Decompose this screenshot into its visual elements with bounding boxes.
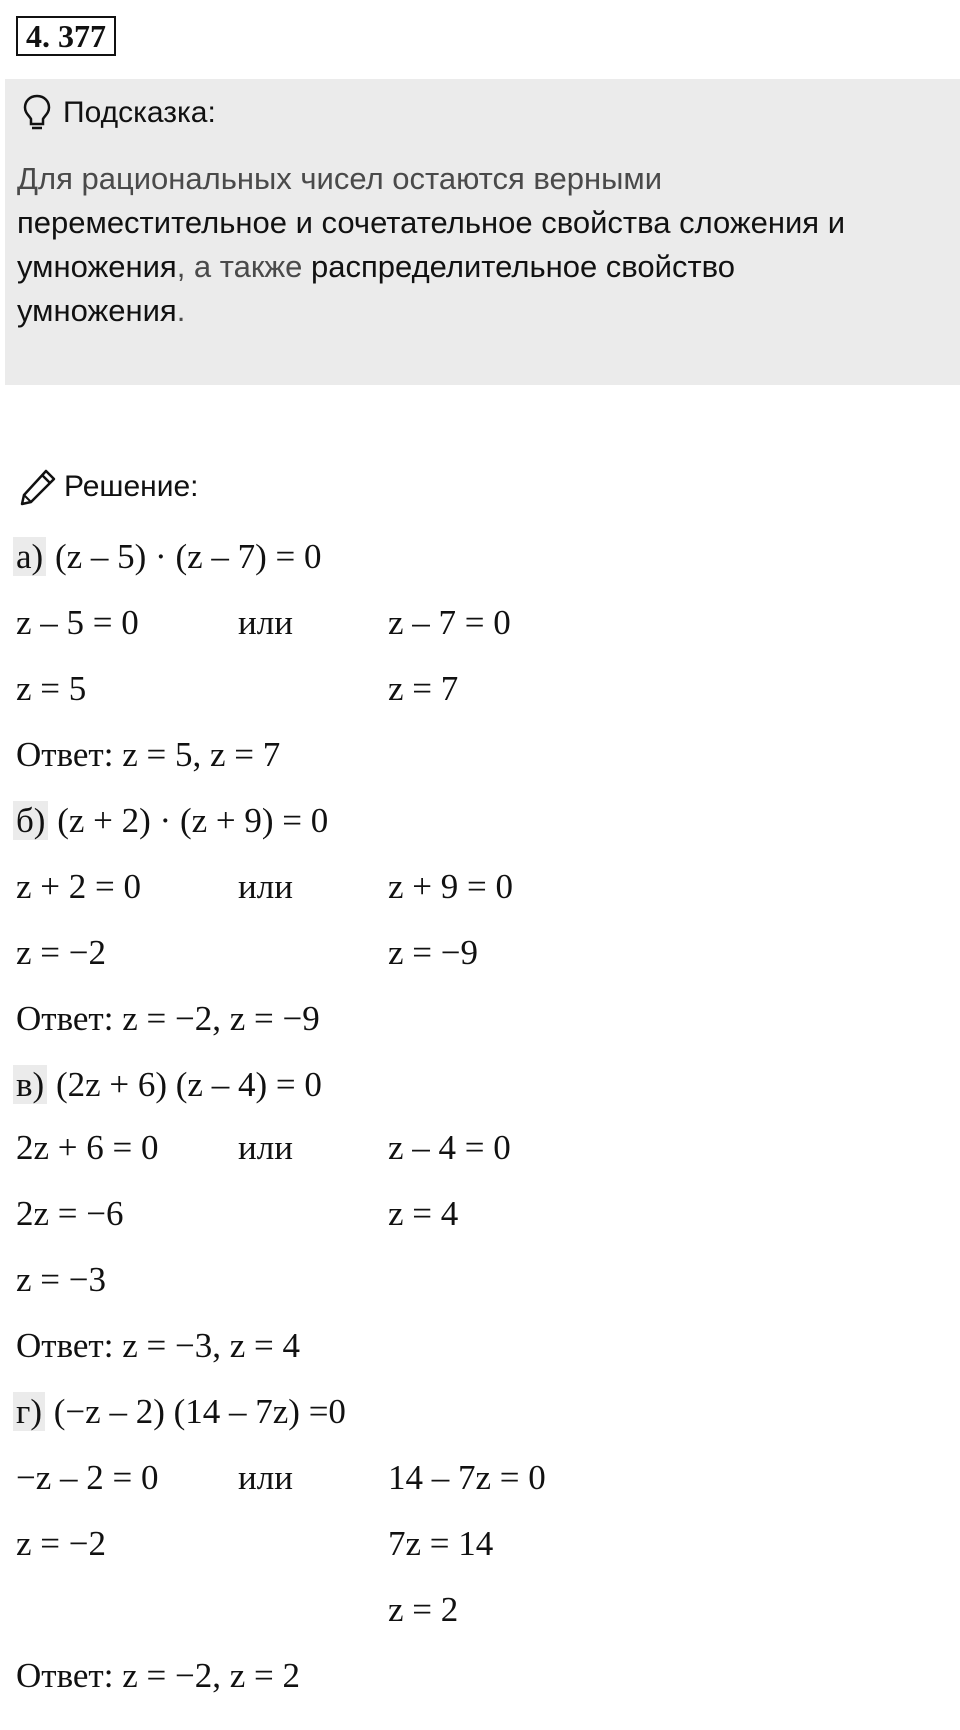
- part-b-factor-1: z + 2 = 0: [16, 867, 142, 906]
- part-c-equation-text: (2z + 6) (z – 4) = 0: [55, 1065, 322, 1104]
- part-b-equation: [16, 799, 328, 843]
- hint-title: Подсказка:: [63, 96, 216, 129]
- part-b-answer: Ответ: z = −2, z = −9: [16, 999, 320, 1038]
- part-a-or: или: [238, 603, 293, 642]
- hint-line-3: [17, 245, 947, 289]
- part-c-answer: Ответ: z = −3, z = 4: [16, 1326, 300, 1365]
- part-a-answer: Ответ: z = 5, z = 7: [16, 735, 281, 774]
- part-d-or: или: [238, 1458, 293, 1497]
- hint-term-multiplication: умножения: [17, 249, 177, 284]
- hint-box: [5, 79, 960, 385]
- part-d-factor-1: −z – 2 = 0: [16, 1458, 159, 1497]
- part-c-root-2: z = 4: [388, 1194, 459, 1233]
- part-d-equation: [16, 1390, 346, 1434]
- hint-line-1: Для рациональных чисел остаются верными: [17, 161, 663, 196]
- part-d-equation-text: (−z – 2) (14 – 7z) =0: [53, 1392, 346, 1431]
- part-b-equation-text: (z + 2) · (z + 9) = 0: [57, 801, 329, 840]
- part-d-label: г): [13, 1392, 45, 1431]
- part-c-label: в): [13, 1065, 47, 1104]
- part-c-equation: [16, 1063, 322, 1107]
- part-d-step-2: 7z = 14: [388, 1524, 494, 1563]
- part-a-equation-text: (z – 5) · (z – 7) = 0: [54, 537, 322, 576]
- part-b-label: б): [13, 801, 48, 840]
- solution-title: Решение:: [64, 470, 199, 503]
- pencil-icon: [18, 467, 58, 507]
- hint-line-4: [17, 289, 947, 333]
- lightbulb-icon: [23, 94, 51, 132]
- part-a-factor-1: z – 5 = 0: [16, 603, 139, 642]
- hint-term-distributive: распределительное свойство: [311, 249, 736, 284]
- part-b-root-2: z = −9: [388, 933, 479, 972]
- part-a-equation: [16, 535, 322, 579]
- part-c-root-1: z = −3: [16, 1260, 107, 1299]
- part-b-or: или: [238, 867, 293, 906]
- hint-line-2: переместительное и сочетательное свойства сложения и: [17, 205, 846, 240]
- part-c-factor-2: z – 4 = 0: [388, 1128, 511, 1167]
- part-a-label: а): [13, 537, 46, 576]
- part-c-step-1: 2z = −6: [16, 1194, 124, 1233]
- part-c-factor-1: 2z + 6 = 0: [16, 1128, 159, 1167]
- hint-term-multiplication-2: умножения: [17, 293, 177, 328]
- part-b-factor-2: z + 9 = 0: [388, 867, 514, 906]
- hint-connector: , а также: [176, 249, 312, 284]
- part-d-answer: Ответ: z = −2, z = 2: [16, 1656, 300, 1695]
- hint-period: .: [176, 293, 186, 328]
- problem-number: 4. 377: [16, 16, 116, 56]
- part-d-factor-2: 14 – 7z = 0: [388, 1458, 546, 1497]
- hint-text: [17, 157, 947, 333]
- part-c-or: или: [238, 1128, 293, 1167]
- solution-header: [18, 465, 198, 509]
- hint-header: [23, 93, 216, 133]
- part-a-root-1: z = 5: [16, 669, 87, 708]
- part-a-factor-2: z – 7 = 0: [388, 603, 511, 642]
- part-b-root-1: z = −2: [16, 933, 107, 972]
- part-d-root-2: z = 2: [388, 1590, 459, 1629]
- part-d-root-1: z = −2: [16, 1524, 107, 1563]
- part-a-root-2: z = 7: [388, 669, 459, 708]
